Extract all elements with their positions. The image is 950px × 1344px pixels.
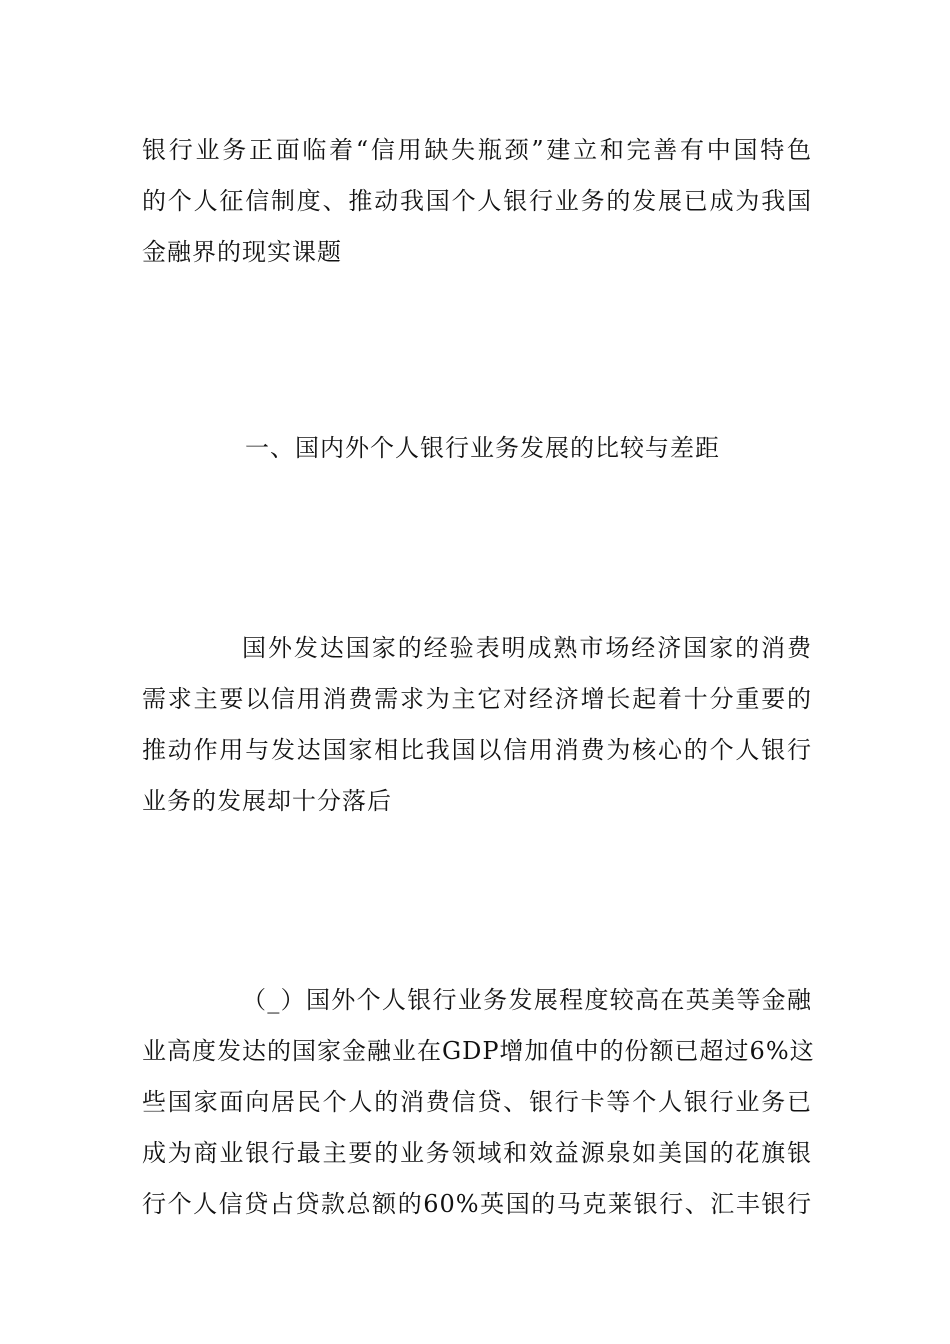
heading-text: 一、国内外个人银行业务发展的比较与差距 — [245, 434, 720, 462]
paragraph-line: 银行业务正面临着“信用缺失瓶颈”建立和完善有中国特色 — [142, 136, 812, 164]
paragraph-line: 国外发达国家的经验表明成熟市场经济国家的消费 — [242, 634, 812, 662]
paragraph-line: 些国家面向居民个人的消费信贷、银行卡等个人银行业务已 — [142, 1088, 812, 1116]
paragraph-2 — [142, 623, 812, 827]
paragraph-line: 推动作用与发达国家相比我国以信用消费为核心的个人银行 — [142, 736, 812, 764]
paragraph-3 — [142, 975, 815, 1230]
paragraph-line: 行个人信贷占贷款总额的60%英国的马克莱银行、汇丰银行 — [142, 1190, 812, 1218]
paragraph-line: 需求主要以信用消费需求为主它对经济增长起着十分重要的 — [142, 685, 812, 713]
paragraph-line: （_）国外个人银行业务发展程度较高在英美等金融 — [242, 986, 812, 1014]
paragraph-line: 业高度发达的国家金融业在GDP增加值中的份额已超过6%这 — [142, 1037, 815, 1065]
section-heading — [245, 423, 845, 474]
paragraph-line: 成为商业银行最主要的业务领域和效益源泉如美国的花旗银 — [142, 1139, 812, 1167]
paragraph-line: 金融界的现实课题 — [142, 238, 342, 266]
paragraph-1 — [142, 125, 812, 278]
paragraph-line: 的个人征信制度、推动我国个人银行业务的发展已成为我国 — [142, 187, 812, 215]
paragraph-line: 业务的发展却十分落后 — [142, 787, 392, 815]
